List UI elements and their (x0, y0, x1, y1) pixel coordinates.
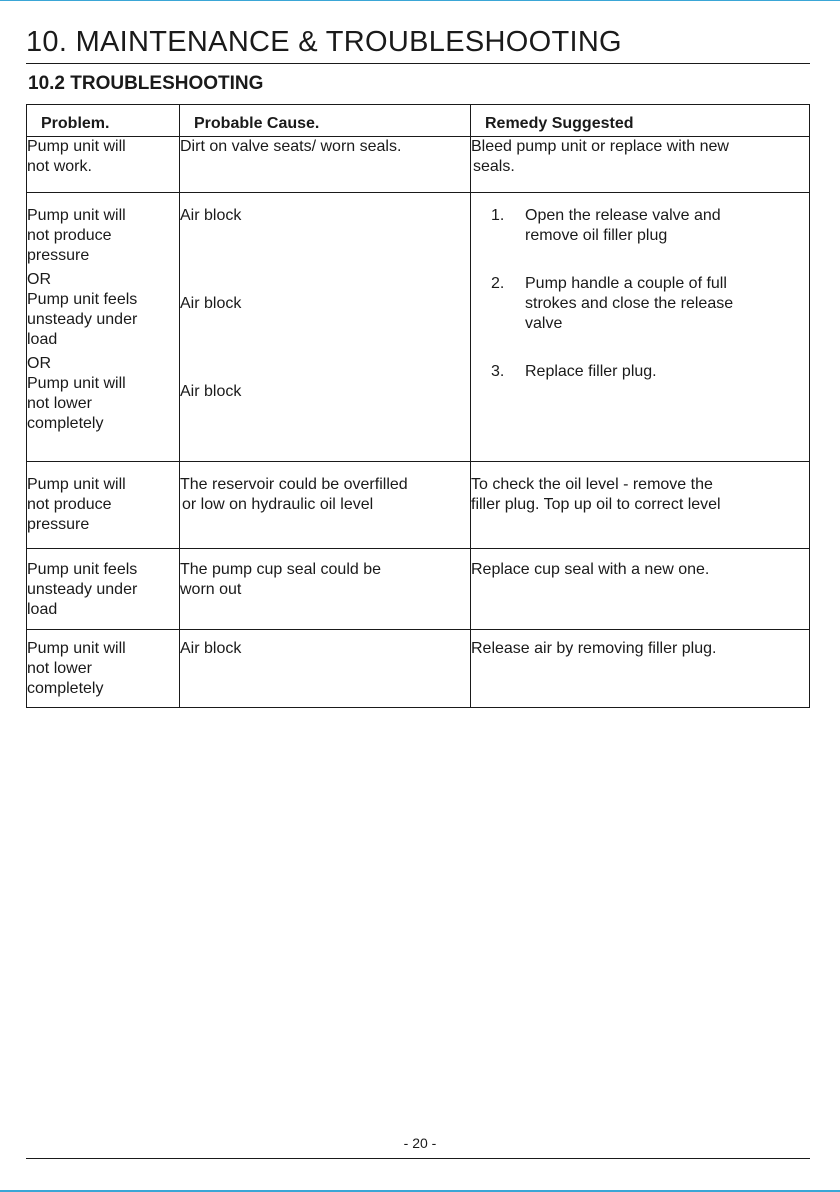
chapter-title: 10. MAINTENANCE & TROUBLESHOOTING (26, 26, 622, 58)
cause-line: Air block (180, 207, 242, 224)
cause-cell (180, 193, 471, 462)
remedy-cell (471, 549, 810, 630)
cause-line: Air block (180, 295, 242, 312)
problem-line: load (27, 331, 58, 348)
table-row (27, 630, 810, 708)
problem-line: completely (27, 680, 104, 697)
table-row (27, 137, 810, 193)
problem-block (27, 374, 179, 434)
remedy-cell (471, 137, 810, 193)
problem-line: not lower (27, 395, 92, 412)
cause-cell (180, 137, 471, 193)
table-row (27, 193, 810, 462)
remedy-line: seals. (473, 158, 515, 175)
or-label: OR (27, 355, 51, 372)
remedy-line: Replace cup seal with a new one. (471, 561, 710, 578)
cause-cell (180, 462, 471, 549)
problem-line: Pump unit will (27, 375, 126, 392)
step-line: valve (525, 315, 563, 332)
header-remedy-suggested: Remedy Suggested (471, 105, 810, 137)
table-header-row (27, 105, 810, 137)
remedy-line: Bleed pump unit or replace with new (471, 138, 729, 155)
cause-line: Air block (180, 383, 242, 400)
or-label: OR (27, 271, 51, 288)
problem-cell (27, 193, 180, 462)
problem-line: load (27, 601, 58, 618)
cause-line: The reservoir could be overfilled (180, 476, 408, 493)
problem-line: Pump unit feels (27, 291, 138, 308)
problem-line: Pump unit will (27, 207, 126, 224)
step-line: Pump handle a couple of full (525, 275, 727, 292)
troubleshooting-table (26, 104, 810, 708)
problem-block (27, 290, 179, 350)
page-number: - 20 - (403, 1135, 437, 1151)
cause-line: Air block (180, 640, 242, 657)
remedy-cell (471, 193, 810, 462)
problem-line: unsteady under (27, 311, 138, 328)
problem-cell (27, 549, 180, 630)
problem-line: not produce (27, 496, 112, 513)
problem-line: completely (27, 415, 104, 432)
remedy-cell (471, 630, 810, 708)
step-text (525, 362, 657, 382)
top-accent-line (0, 0, 840, 1)
footer-rule (26, 1158, 810, 1159)
cause-line: or low on hydraulic oil level (182, 496, 374, 513)
header-problem: Problem. (27, 105, 180, 137)
title-rule (26, 63, 810, 64)
cause-line: Dirt on valve seats/ worn seals. (180, 138, 402, 155)
cause-cell (180, 630, 471, 708)
problem-line: not work. (27, 158, 92, 175)
step-text (525, 206, 721, 246)
remedy-line: filler plug. Top up oil to correct level (471, 496, 721, 513)
table-row (27, 549, 810, 630)
step-line: Open the release valve and (525, 207, 721, 224)
problem-cell (27, 630, 180, 708)
problem-line: Pump unit will (27, 138, 126, 155)
cause-line: worn out (180, 581, 242, 598)
step-line: strokes and close the release (525, 295, 734, 312)
cause-cell (180, 549, 471, 630)
step-text (525, 274, 733, 334)
problem-line: Pump unit feels (27, 561, 138, 578)
remedy-step (491, 362, 809, 382)
problem-cell (27, 137, 180, 193)
problem-line: pressure (27, 247, 90, 264)
problem-line: not lower (27, 660, 92, 677)
step-number: 1. (491, 207, 505, 224)
problem-line: Pump unit will (27, 476, 126, 493)
header-probable-cause: Probable Cause. (180, 105, 471, 137)
step-number: 3. (491, 363, 505, 380)
cause-line: The pump cup seal could be (180, 561, 382, 578)
section-title: 10.2 TROUBLESHOOTING (28, 73, 264, 94)
table-row (27, 462, 810, 549)
step-line: remove oil filler plug (525, 227, 668, 244)
problem-block (27, 206, 179, 266)
remedy-cell (471, 462, 810, 549)
problem-line: Pump unit will (27, 640, 126, 657)
remedy-line: To check the oil level - remove the (471, 476, 713, 493)
remedy-step (491, 274, 809, 334)
problem-line: unsteady under (27, 581, 138, 598)
remedy-step (491, 206, 809, 246)
problem-line: pressure (27, 516, 90, 533)
remedy-line: Release air by removing filler plug. (471, 640, 717, 657)
problem-cell (27, 462, 180, 549)
step-line: Replace filler plug. (525, 363, 657, 380)
problem-line: not produce (27, 227, 112, 244)
step-number: 2. (491, 275, 505, 292)
